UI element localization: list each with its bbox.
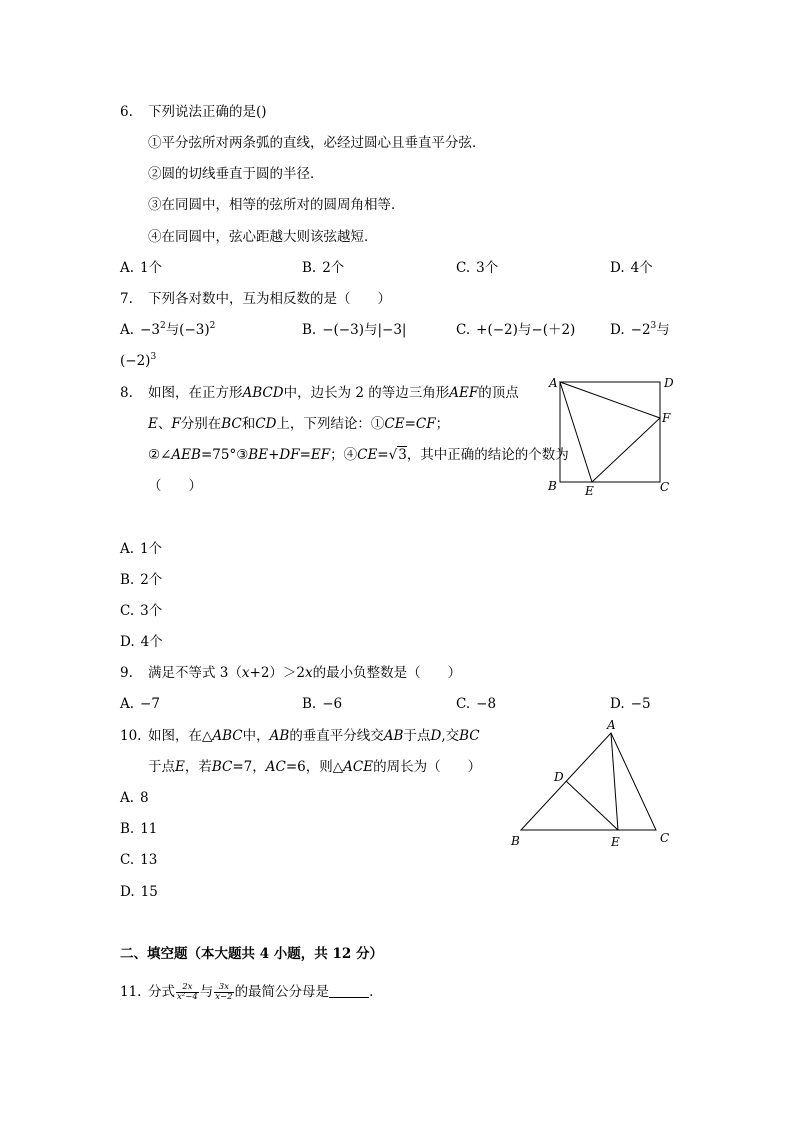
q10-option-d xyxy=(120,882,158,902)
q8-option-a xyxy=(120,539,162,559)
text: +2）＞2 xyxy=(249,665,306,681)
q6-option-d xyxy=(610,258,653,278)
option-text: −8 xyxy=(476,696,497,712)
label-c: C xyxy=(660,831,670,845)
q7-option-b xyxy=(302,320,406,340)
fraction-numerator: 3x xyxy=(214,983,233,993)
option-letter: D. xyxy=(120,634,135,650)
option-letter: A. xyxy=(120,790,135,806)
text: 上，下列结论：① xyxy=(276,416,385,432)
label-d: D xyxy=(554,770,564,784)
text: 分式 xyxy=(148,984,175,1000)
triangle-abc xyxy=(521,733,656,830)
text: 于点 xyxy=(403,728,431,744)
q10-option-a xyxy=(120,788,149,808)
text: 的周长为（ ） xyxy=(373,759,482,775)
option-letter: B. xyxy=(120,572,135,588)
option-letter: A. xyxy=(120,541,135,557)
text: ；④ xyxy=(330,447,358,463)
text: =√ xyxy=(377,447,398,463)
math-var: BC xyxy=(459,728,480,744)
text: 如图，在正方形 xyxy=(148,385,243,401)
q7-option-a xyxy=(120,320,215,340)
q10-line-1 xyxy=(120,726,480,746)
q8-option-d xyxy=(120,632,163,652)
q9-option-c xyxy=(456,694,496,714)
q7-option-c xyxy=(456,320,575,340)
option-text: 4个 xyxy=(140,634,163,650)
math-var: D xyxy=(430,728,442,744)
q11-number: 11. xyxy=(120,984,142,1000)
math-var: ABC xyxy=(212,728,243,744)
text: ； xyxy=(435,416,450,432)
q7-stem xyxy=(120,289,391,309)
option-text: −7 xyxy=(140,696,160,712)
option-text: 3个 xyxy=(476,260,499,276)
sqrt-radicand: 3 xyxy=(398,447,407,463)
option-text: 1个 xyxy=(140,260,163,276)
fraction-numerator: 2x xyxy=(176,983,199,993)
text: 、 xyxy=(157,416,172,432)
text: ②∠ xyxy=(148,447,172,463)
option-letter: C. xyxy=(120,603,135,619)
option-text: +(−2)与−(＋2) xyxy=(476,322,576,338)
option-letter: A. xyxy=(120,260,135,276)
math-var: BC xyxy=(221,416,242,432)
q6-option-b xyxy=(302,258,344,278)
q11-stem xyxy=(120,982,373,1002)
text: 和 xyxy=(241,416,256,432)
q10-number: 10. xyxy=(120,728,142,744)
text: 的顶点 xyxy=(478,385,519,401)
q7-d-base: −2 xyxy=(630,322,651,338)
text: 的最简公分母是 xyxy=(234,984,330,1000)
q10-option-c xyxy=(120,850,157,870)
option-letter: D. xyxy=(610,696,625,712)
math-var: F xyxy=(171,416,181,432)
q7-option-d xyxy=(610,320,670,340)
label-f: F xyxy=(662,411,671,425)
segment-ae xyxy=(611,733,618,830)
text: 的最小负整数是（ ） xyxy=(312,665,462,681)
label-e: E xyxy=(611,835,620,849)
label-b: B xyxy=(511,834,520,848)
label-d: D xyxy=(664,376,674,390)
text: 如图，在△ xyxy=(148,728,213,744)
math-var: AC xyxy=(265,759,286,775)
q9-number: 9. xyxy=(120,665,133,681)
option-text: 13 xyxy=(140,852,158,868)
q8-figure xyxy=(545,372,680,502)
option-letter: D. xyxy=(610,322,625,338)
q6-statement-3: ③在同圆中，相等的弦所对的圆周角相等． xyxy=(148,197,405,213)
option-letter: C. xyxy=(456,260,471,276)
math-var: BC xyxy=(211,759,233,775)
text: 中，边长为 2 的等边三角形 xyxy=(283,385,450,401)
q7-number: 7. xyxy=(120,291,133,307)
label-a: A xyxy=(549,376,558,390)
q8-line-3 xyxy=(148,445,569,465)
math-var: ACE xyxy=(343,759,374,775)
option-text: 4个 xyxy=(630,260,653,276)
q7-option-d-continued xyxy=(120,351,156,371)
q10-figure xyxy=(505,715,685,855)
fraction-1 xyxy=(176,983,199,1002)
math-var: E xyxy=(148,416,158,432)
q8-option-b xyxy=(120,570,162,590)
q8-option-c xyxy=(120,601,162,621)
text: 分别在 xyxy=(180,416,222,432)
text: =7， xyxy=(232,759,266,775)
option-text: 11 xyxy=(140,821,158,837)
text: =6，则△ xyxy=(285,759,344,775)
answer-blank[interactable] xyxy=(329,985,369,998)
option-letter: A. xyxy=(120,322,135,338)
q7-a-exp1: 2 xyxy=(159,321,166,331)
segment-de xyxy=(566,781,618,830)
q6-option-c xyxy=(456,258,498,278)
text: =75°③ xyxy=(200,447,249,463)
math-var: AEF xyxy=(449,385,479,401)
label-e: E xyxy=(585,484,594,498)
q6-statement-4: ④在同圆中，弦心距越大则该弦越短． xyxy=(148,229,378,245)
q8-line-2 xyxy=(148,414,449,434)
q9-option-d xyxy=(610,694,651,714)
option-text: 2个 xyxy=(322,260,345,276)
option-letter: C. xyxy=(456,696,471,712)
option-text: 8 xyxy=(140,790,149,806)
fraction-2 xyxy=(214,983,233,1002)
text: ，若 xyxy=(184,759,212,775)
q7-stem-text: 下列各对数中，互为相反数的是（ ） xyxy=(148,291,391,307)
label-c: C xyxy=(660,480,670,494)
section-2-title: 二、填空题（本大题共 4 小题，共 12 分） xyxy=(120,946,383,962)
option-letter: C. xyxy=(120,852,135,868)
q6-statement-1: ①平分弦所对两条弧的直线，必经过圆心且垂直平分弦． xyxy=(148,135,486,151)
math-var: CE=CF xyxy=(384,416,436,432)
q9-option-b xyxy=(302,694,342,714)
text: 满足不等式 3（ xyxy=(148,665,242,681)
option-letter: B. xyxy=(302,696,317,712)
q7-d-cont: (−2) xyxy=(120,353,151,369)
q8-number: 8. xyxy=(120,385,133,401)
math-var: x xyxy=(305,665,313,681)
math-var: AB xyxy=(383,728,404,744)
q7-d-exp2: 3 xyxy=(150,352,157,362)
q7-d-exp1: 3 xyxy=(650,321,657,331)
q8-line-1 xyxy=(120,383,519,403)
q10-option-b xyxy=(120,819,157,839)
math-var: CD xyxy=(255,416,277,432)
q6-number: 6. xyxy=(120,104,133,120)
option-letter: D. xyxy=(610,260,625,276)
triangle-aef xyxy=(560,382,660,482)
q7-a-mid: 与(−3) xyxy=(165,322,210,338)
option-text: −(−3)与|−3| xyxy=(322,322,407,338)
q7-a-base: −3 xyxy=(140,322,160,338)
option-text: 1个 xyxy=(140,541,163,557)
q6-option-a xyxy=(120,258,162,278)
option-text: −5 xyxy=(630,696,651,712)
q7-d-mid: 与 xyxy=(656,322,670,338)
math-var: AEB xyxy=(171,447,201,463)
option-text: 15 xyxy=(140,884,158,900)
q6-stem xyxy=(120,102,267,122)
fraction-denominator: x−2 xyxy=(215,992,233,1002)
math-var: ABCD xyxy=(242,385,284,401)
option-letter: A. xyxy=(120,696,135,712)
text: 的垂直平分线交 xyxy=(289,728,384,744)
option-letter: B. xyxy=(302,322,317,338)
option-letter: B. xyxy=(120,821,135,837)
text: 与 xyxy=(199,984,214,1000)
q7-a-exp2: 2 xyxy=(209,321,216,331)
math-var: E xyxy=(175,759,185,775)
q8-line-4: （ ） xyxy=(148,478,202,494)
q9-stem xyxy=(120,663,461,683)
label-b: B xyxy=(548,479,557,493)
option-text: −6 xyxy=(322,696,343,712)
text: 中， xyxy=(242,728,270,744)
text: ,交 xyxy=(441,728,460,744)
math-var: CE xyxy=(357,447,378,463)
text: ，其中正确的结论的个数为 xyxy=(406,447,569,463)
math-var: BE+DF=EF xyxy=(248,447,331,463)
fraction-denominator: x²−4 xyxy=(177,992,198,1002)
text: . xyxy=(369,984,374,1000)
text: 于点 xyxy=(148,759,175,775)
label-a: A xyxy=(607,718,616,732)
math-var: AB xyxy=(269,728,290,744)
q10-line-2 xyxy=(148,757,481,777)
option-letter: D. xyxy=(120,884,135,900)
option-letter: C. xyxy=(456,322,471,338)
option-letter: B. xyxy=(302,260,317,276)
option-text: 3个 xyxy=(140,603,163,619)
q6-statement-2: ②圆的切线垂直于圆的半径． xyxy=(148,166,324,182)
q9-option-a xyxy=(120,694,160,714)
math-var: x xyxy=(241,665,250,681)
option-text: 2个 xyxy=(140,572,163,588)
q6-stem-text: 下列说法正确的是() xyxy=(148,104,267,120)
